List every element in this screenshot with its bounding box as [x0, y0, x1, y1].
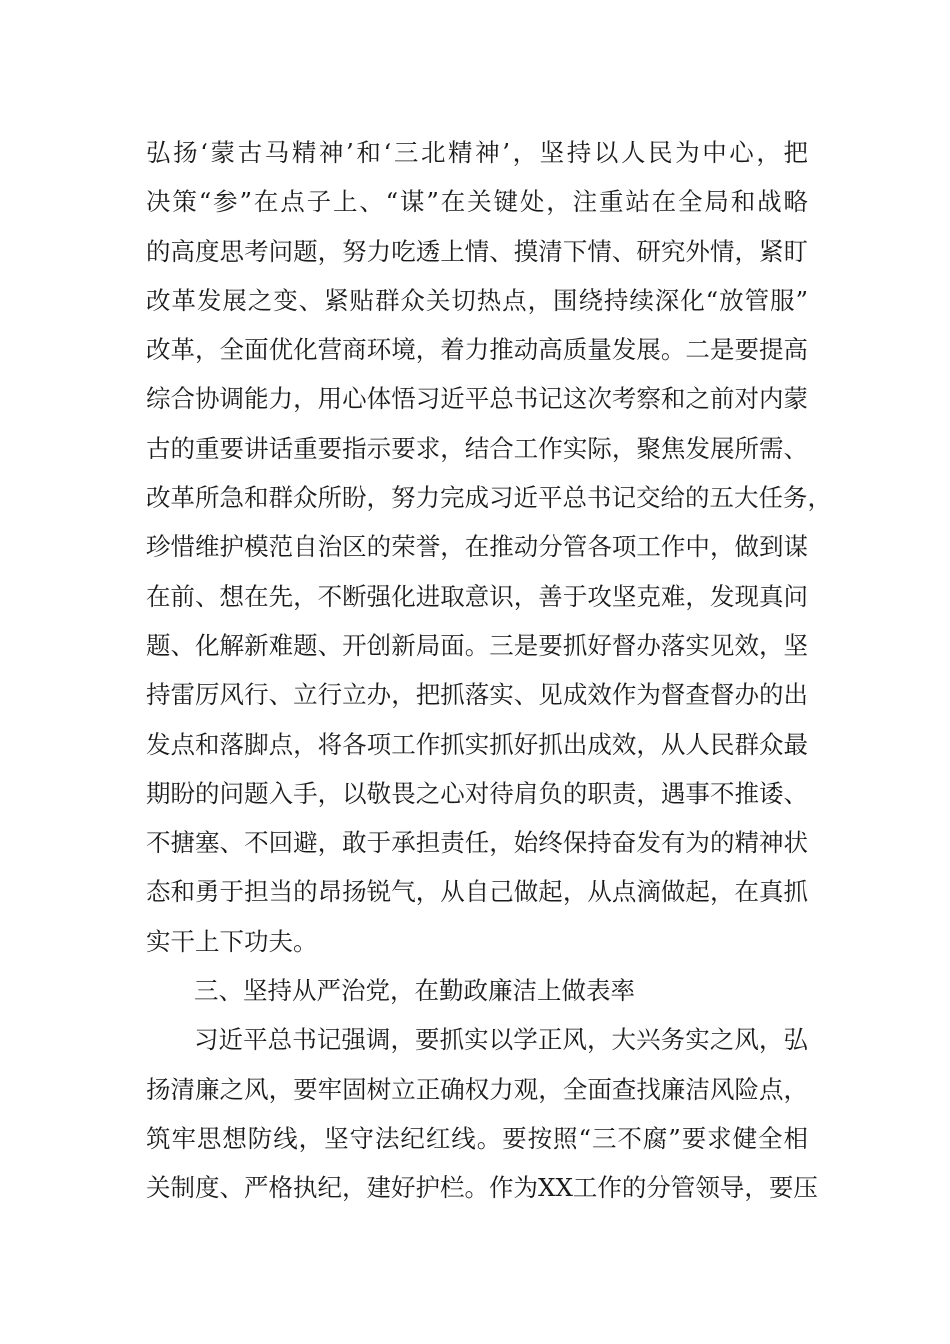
- body-line: 扬清廉之风，要牢固树立正确权力观，全面查找廉洁风险点，: [146, 1074, 808, 1104]
- body-line: 的高度思考问题，努力吃透上情、摸清下情、研究外情，紧盯: [146, 236, 808, 266]
- body-line: 珍惜维护模范自治区的荣誉，在推动分管各项工作中，做到谋: [146, 532, 808, 562]
- body-line: 发点和落脚点，将各项工作抓实抓好抓出成效，从人民群众最: [146, 729, 808, 759]
- body-line: 持雷厉风行、立行立办，把抓落实、见成效作为督查督办的出: [146, 680, 808, 710]
- body-line: 改革发展之变、紧贴群众关切热点，围绕持续深化“放管服”: [146, 285, 808, 315]
- body-line: 在前、想在先，不断强化进取意识，善于攻坚克难，发现真问: [146, 581, 808, 611]
- body-line: 不搪塞、不回避，敢于承担责任，始终保持奋发有为的精神状: [146, 828, 808, 858]
- body-line: 题、化解新难题、开创新局面。三是要抓好督办落实见效，坚: [146, 630, 808, 660]
- body-line: 态和勇于担当的昂扬锐气，从自己做起，从点滴做起，在真抓: [146, 877, 808, 907]
- body-line: 综合协调能力，用心体悟习近平总书记这次考察和之前对内蒙: [146, 384, 808, 414]
- body-line: 改革所急和群众所盼，努力完成习近平总书记交给的五大任务，: [146, 483, 832, 513]
- body-line: 习近平总书记强调，要抓实以学正风，大兴务实之风，弘: [194, 1025, 808, 1055]
- section-heading: 三、坚持从严治党，在勤政廉洁上做表率: [194, 976, 635, 1006]
- body-line: 决策“参”在点子上、“谋”在关键处，注重站在全局和战略: [146, 187, 808, 217]
- body-line: 关制度、严格执纪，建好护栏。作为XX工作的分管领导，要压: [146, 1173, 818, 1203]
- document-body: [146, 128, 832, 1213]
- body-line: 改革，全面优化营商环境，着力推动高质量发展。二是要提高: [146, 335, 808, 365]
- body-line: 古的重要讲话重要指示要求，结合工作实际，聚焦发展所需、: [146, 433, 808, 463]
- body-line: 期盼的问题入手，以敬畏之心对待肩负的职责，遇事不推诿、: [146, 778, 808, 808]
- body-line: 弘扬‘蒙古马精神’和‘三北精神’，坚持以人民为中心，把: [146, 138, 808, 167]
- body-line: 筑牢思想防线，坚守法纪红线。要按照“三不腐”要求健全相: [146, 1123, 808, 1153]
- body-line: 实干上下功夫。: [146, 926, 318, 956]
